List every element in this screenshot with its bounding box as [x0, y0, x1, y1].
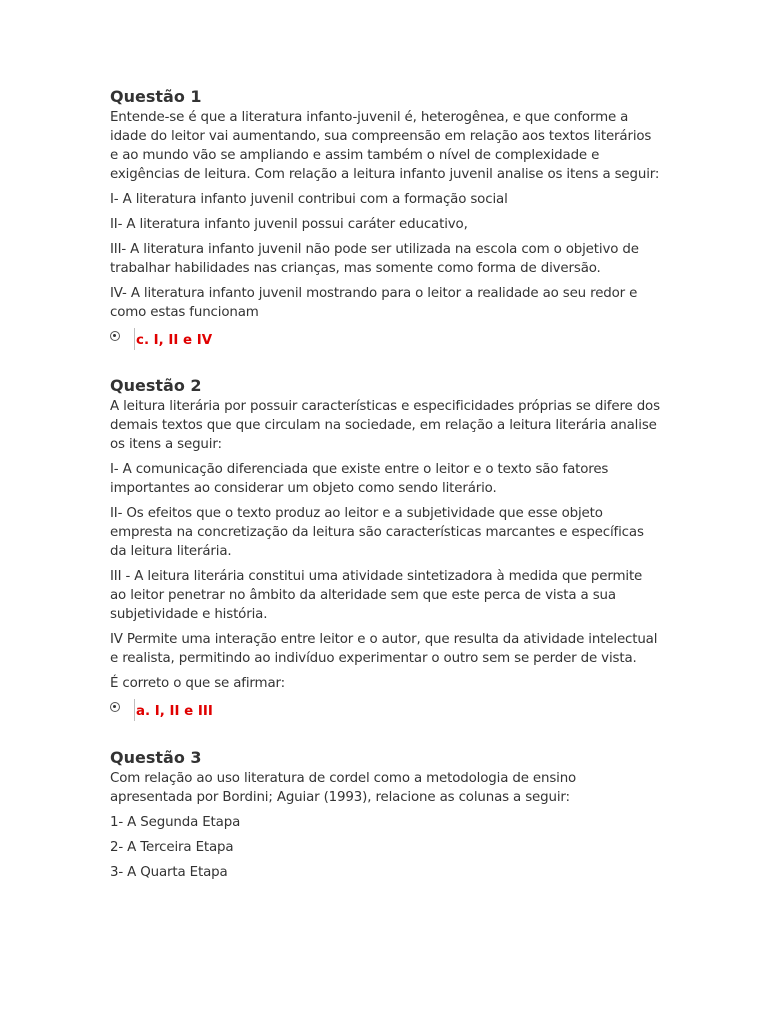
- question-3: [110, 747, 660, 888]
- question-title: Questão 2: [110, 376, 202, 395]
- answer-text: c. I, II e IV: [136, 333, 213, 348]
- answer-text: a. I, II e III: [136, 704, 213, 719]
- question-item: IV Permite uma interação entre leitor e o autor, que resulta da atividade intelectual e realista, permitindo ao indivíduo experimentar o outro sem se perder de vista.: [110, 632, 658, 666]
- selected-answer[interactable]: [110, 328, 660, 358]
- question-item: III- A literatura infanto juvenil não pode ser utilizada na escola com o objetivo de trabalhar habilidades nas crianças, mas somente como forma de diversão.: [110, 242, 639, 276]
- question-item: 2- A Terceira Etapa: [110, 840, 234, 855]
- question-item: III - A leitura literária constitui uma atividade sintetizadora à medida que permite ao leitor penetrar no âmbito da alteridade sem que este perca de vista a sua subjetividade e história.: [110, 569, 643, 622]
- question-2: [110, 375, 660, 729]
- radio-selected-icon[interactable]: [110, 702, 120, 712]
- radio-selected-icon[interactable]: [110, 331, 120, 341]
- question-statement: A leitura literária por possuir características e especificidades próprias se difere dos demais textos que que circulam na sociedade, em relação a leitura literária analise os itens a seguir:: [110, 399, 660, 452]
- question-item: IV- A literatura infanto juvenil mostrando para o leitor a realidade ao seu redor e como estas funcionam: [110, 286, 638, 320]
- question-item: II- A literatura infanto juvenil possui caráter educativo,: [110, 217, 468, 232]
- question-item: 3- A Quarta Etapa: [110, 865, 228, 880]
- question-item: I- A literatura infanto juvenil contribui com a formação social: [110, 192, 508, 207]
- question-item: I- A comunicação diferenciada que existe entre o leitor e o texto são fatores importantes ao considerar um objeto como sendo literário.: [110, 462, 609, 496]
- question-title: Questão 3: [110, 748, 202, 767]
- answer-divider: [134, 699, 135, 721]
- selected-answer[interactable]: [110, 699, 660, 729]
- question-1: [110, 86, 660, 358]
- question-prompt: É correto o que se afirmar:: [110, 676, 285, 691]
- question-statement: Entende-se é que a literatura infanto-juvenil é, heterogênea, e que conforme a idade do leitor vai aumentando, sua compreensão em relação aos textos literários e ao mundo vão se ampliando e assim também o nível de complexidade e exigências de leitura. Com relação a leitura infanto juvenil analise os itens a seguir:: [110, 110, 660, 182]
- question-item: II- Os efeitos que o texto produz ao leitor e a subjetividade que esse objeto empresta na concretização da leitura são características marcantes e específicas da leitura literária.: [110, 506, 644, 559]
- question-item: 1- A Segunda Etapa: [110, 815, 241, 830]
- question-statement: Com relação ao uso literatura de cordel como a metodologia de ensino apresentada por Bordini; Aguiar (1993), relacione as colunas a seguir:: [110, 771, 577, 805]
- question-title: Questão 1: [110, 87, 202, 106]
- answer-divider: [134, 328, 135, 350]
